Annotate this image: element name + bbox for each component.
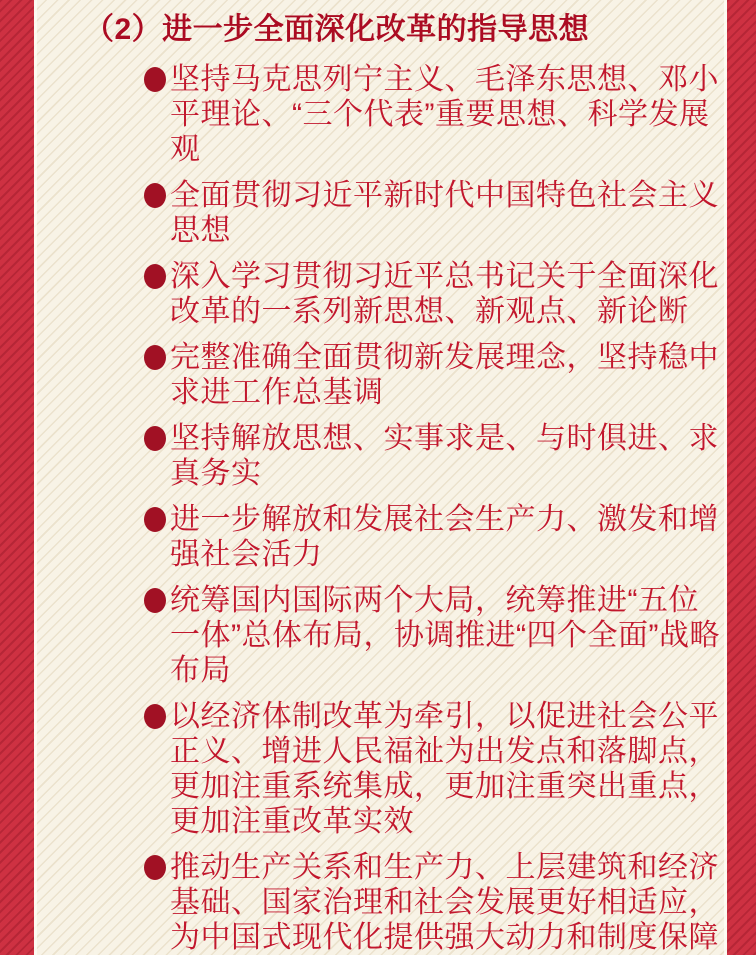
list-item (34, 178, 727, 248)
point-text: 统筹国内国际两个大局，统筹推进“五位一体”总体布局，协调推进“四个全面”战略布局 (170, 584, 720, 687)
content-area (34, 0, 727, 955)
list-item (34, 340, 727, 410)
list-item (34, 502, 727, 572)
list-item (34, 62, 727, 167)
point-text: 完整准确全面贯彻新发展理念，坚持稳中求进工作总基调 (170, 341, 719, 409)
list-item (34, 699, 727, 839)
point-text: 全面贯彻习近平新时代中国特色社会主义思想 (170, 179, 719, 247)
points-list (34, 62, 727, 955)
bullet-dot-icon (144, 345, 166, 370)
point-text: 深入学习贯彻习近平总书记关于全面深化改革的一系列新思想、新观点、新论断 (170, 260, 719, 328)
list-item (34, 583, 727, 688)
list-item (34, 259, 727, 329)
bullet-dot-icon (144, 507, 166, 532)
list-item (34, 421, 727, 491)
point-text: 坚持解放思想、实事求是、与时俱进、求真务实 (170, 422, 719, 490)
list-item (34, 850, 727, 955)
bullet-dot-icon (144, 588, 166, 613)
bullet-dot-icon (144, 704, 166, 729)
bullet-dot-icon (144, 855, 166, 880)
point-text: 进一步解放和发展社会生产力、激发和增强社会活力 (170, 503, 719, 571)
bullet-dot-icon (144, 183, 166, 208)
left-border-stripe (0, 0, 34, 955)
bullet-dot-icon (144, 426, 166, 451)
bullet-dot-icon (144, 67, 166, 92)
point-text: 坚持马克思列宁主义、毛泽东思想、邓小平理论、“三个代表”重要思想、科学发展观 (170, 63, 719, 166)
point-text: 以经济体制改革为牵引，以促进社会公平正义、增进人民福祉为出发点和落脚点，更加注重系统集成，更加注重突出重点，更加注重改革实效 (170, 700, 719, 838)
section-title: （2）进一步全面深化改革的指导思想 (84, 13, 590, 46)
bullet-dot-icon (144, 264, 166, 289)
right-border-stripe (727, 0, 756, 955)
point-text: 推动生产关系和生产力、上层建筑和经济基础、国家治理和社会发展更好相适应，为中国式现代化提供强大动力和制度保障 (170, 851, 719, 954)
